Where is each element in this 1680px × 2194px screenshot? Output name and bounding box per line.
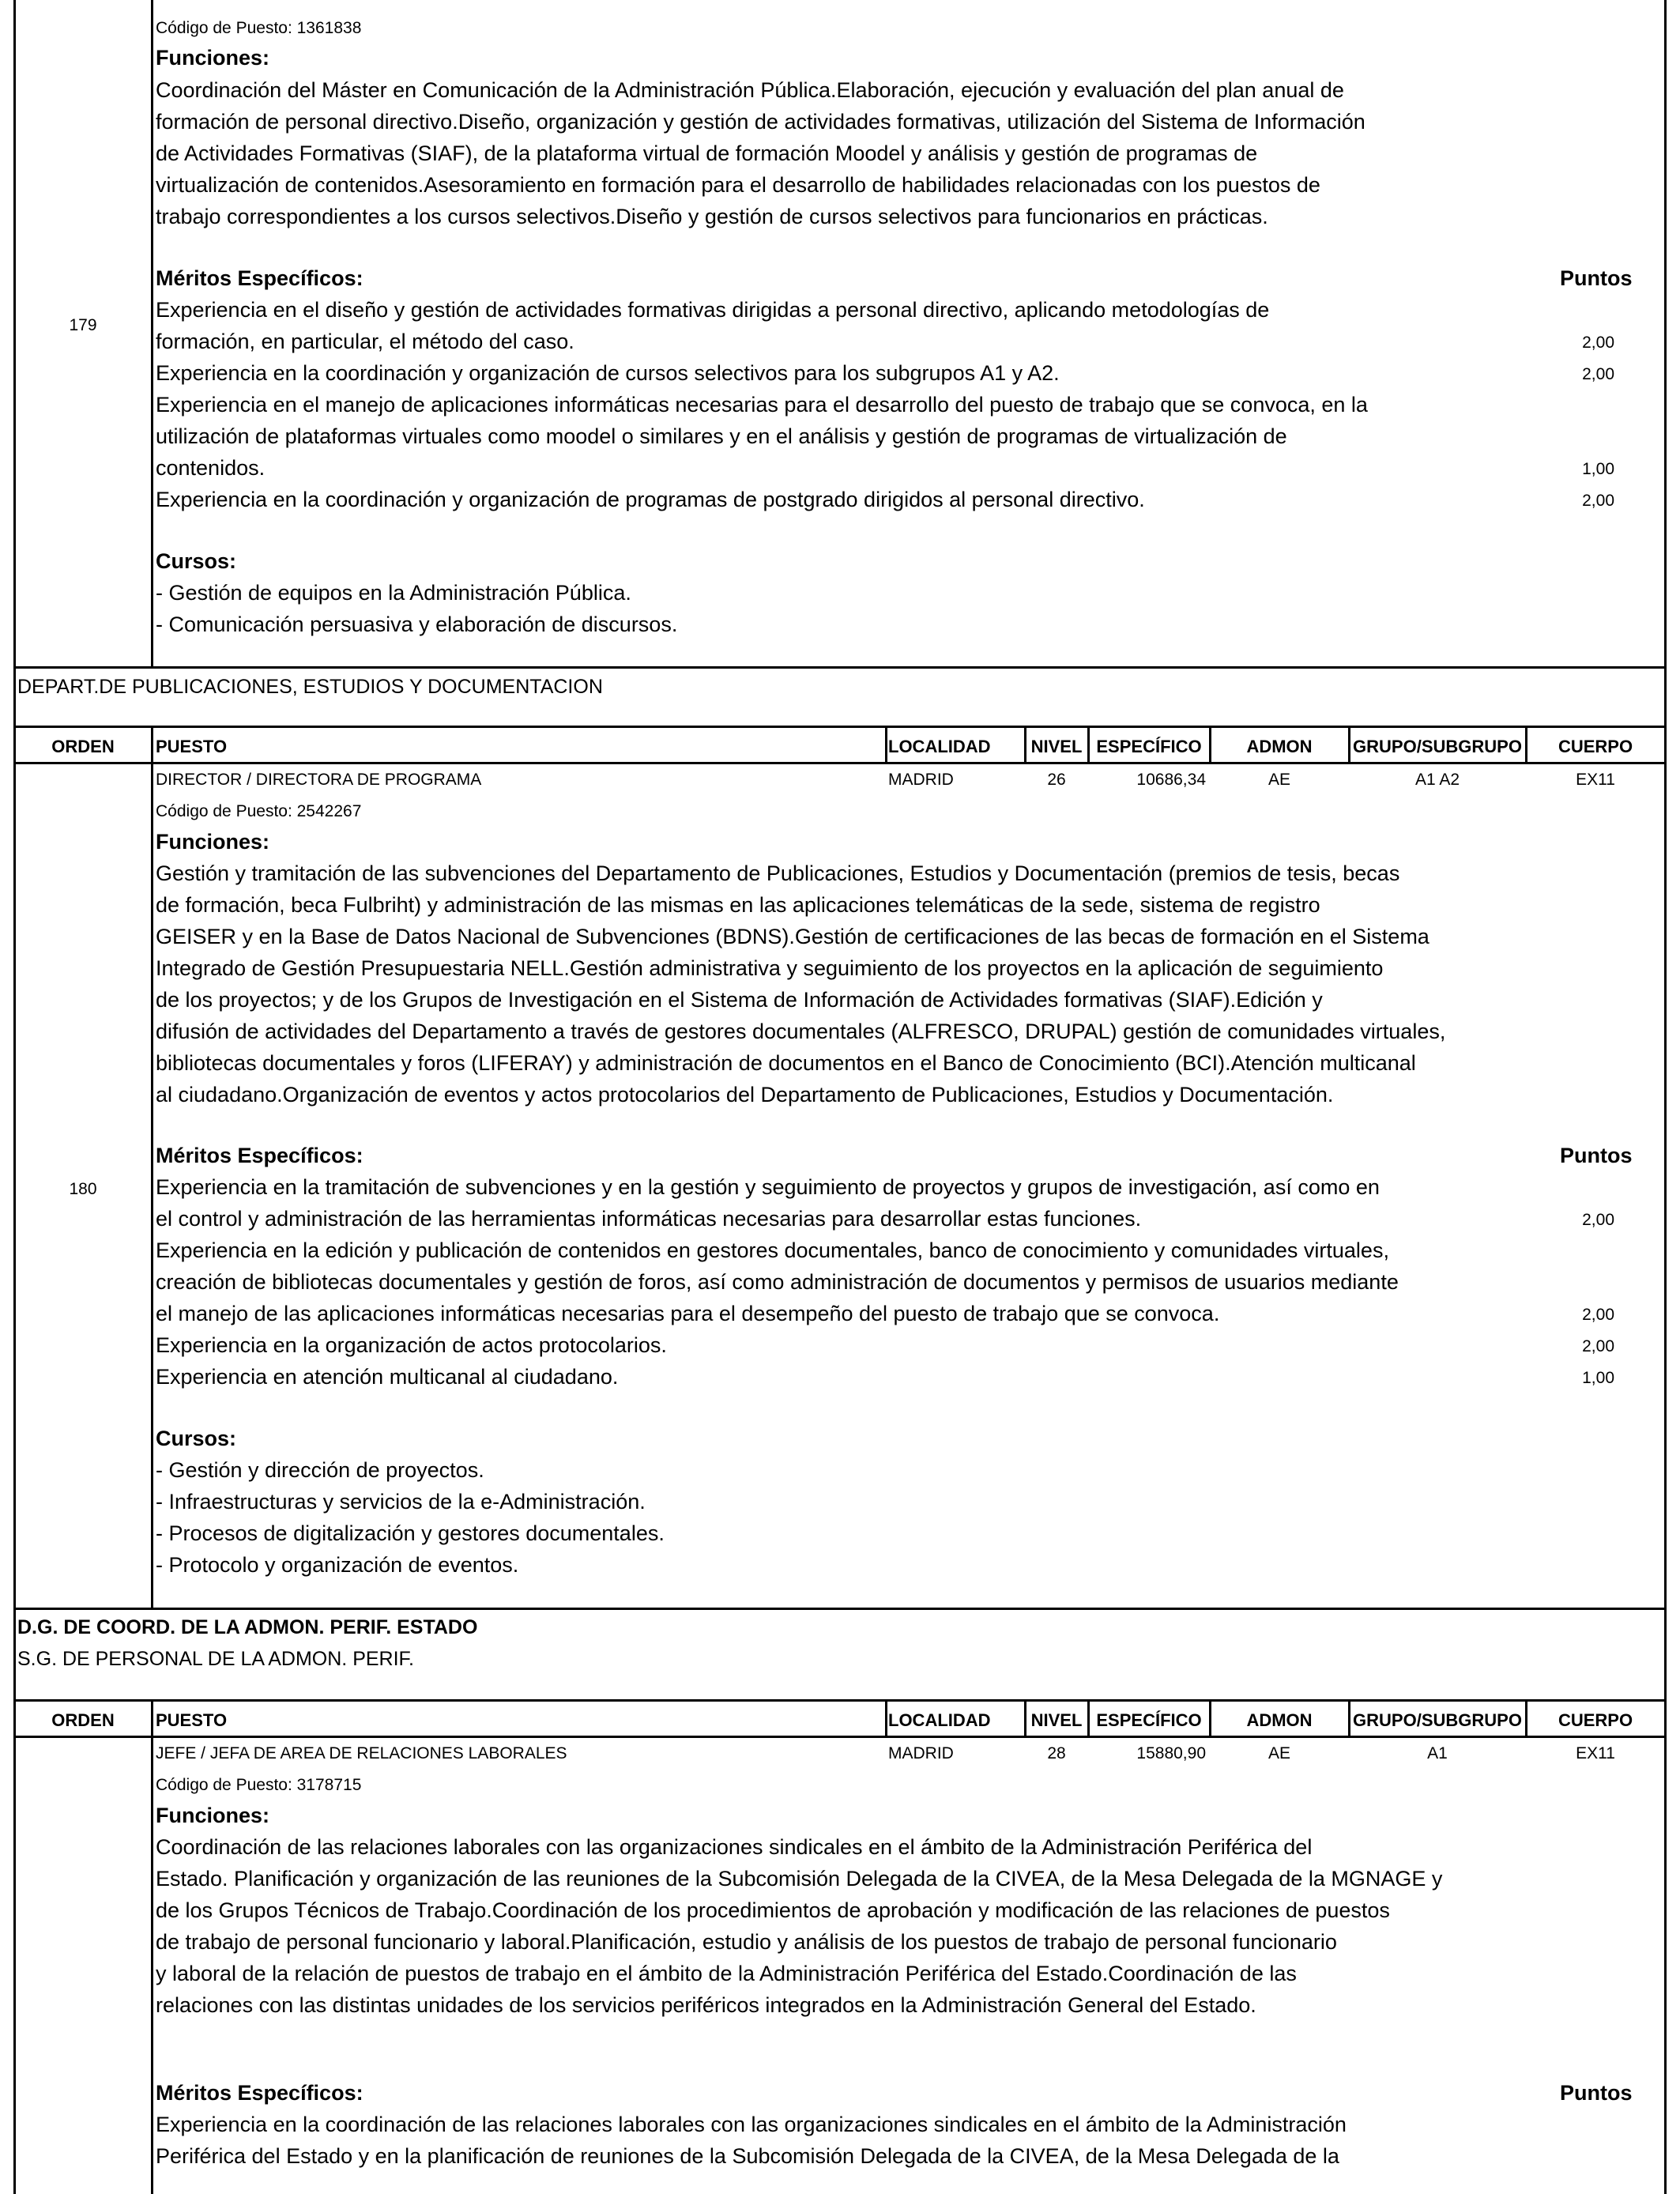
- merito-line: Experiencia en la coordinación de las relaciones laborales con las organizaciones sindicales en el ámbito de la Administración: [156, 2113, 1347, 2136]
- funciones-line: al ciudadano.Organización de eventos y actos protocolarios del Departamento de Publicaciones, Estudios y Documentación.: [156, 1083, 1334, 1106]
- puntos-label: Puntos: [1560, 266, 1633, 290]
- funciones-line: GEISER y en la Base de Datos Nacional de Subvenciones (BDNS).Gestión de certificaciones de las becas de formación en el Sistema: [156, 925, 1430, 948]
- funciones-line: y laboral de la relación de puestos de trabajo en el ámbito de la Administración Periférica del Estado.Coordinación de las: [156, 1962, 1297, 1985]
- meritos-label: Méritos Específicos:: [156, 266, 363, 290]
- funciones-line: de los Grupos Técnicos de Trabajo.Coordinación de los procedimientos de aprobación y modificación de las relaciones de puestos: [156, 1898, 1390, 1922]
- header-especifico: ESPECÍFICO: [1096, 737, 1202, 756]
- merito-points: 2,00: [1582, 1211, 1614, 1229]
- especifico-value: 10686,34: [1136, 771, 1206, 789]
- header-admon: ADMON: [1246, 737, 1313, 756]
- header-nivel: NIVEL: [1030, 1710, 1083, 1730]
- nivel-value: 28: [1047, 1744, 1066, 1762]
- funciones-label: Funciones:: [156, 830, 270, 854]
- header-top-line: [13, 1699, 1667, 1702]
- header-puesto: PUESTO: [156, 737, 228, 756]
- cuerpo-value: EX11: [1576, 771, 1615, 789]
- merito-line: contenidos.: [156, 456, 266, 480]
- merito-line: Experiencia en la coordinación y organización de programas de postgrado dirigidos al personal directivo.: [156, 488, 1145, 511]
- curso-item: - Procesos de digitalización y gestores documentales.: [156, 1521, 665, 1545]
- header-bottom-line: [13, 1736, 1667, 1738]
- merito-points: 2,00: [1582, 334, 1614, 352]
- header-admon: ADMON: [1246, 1710, 1313, 1730]
- orden-column-divider: [151, 1736, 153, 2194]
- header-cuerpo: CUERPO: [1558, 737, 1633, 756]
- merito-points: 2,00: [1582, 1337, 1614, 1355]
- funciones-line: trabajo correspondientes a los cursos selectivos.Diseño y gestión de cursos selectivos para funcionarios en prácticas.: [156, 205, 1268, 228]
- merito-line: Experiencia en el manejo de aplicaciones informáticas necesarias para el desarrollo del puesto de trabajo que se convoca, en la: [156, 393, 1368, 417]
- admon-value: AE: [1268, 1744, 1290, 1762]
- codigo-de-puesto: Código de Puesto: 3178715: [156, 1776, 362, 1794]
- meritos-label: Méritos Específicos:: [156, 1144, 363, 1167]
- merito-points: 1,00: [1582, 1369, 1614, 1387]
- header-localidad: LOCALIDAD: [888, 1710, 991, 1730]
- puntos-label: Puntos: [1560, 2081, 1633, 2105]
- header-localidad: LOCALIDAD: [888, 737, 991, 756]
- header-divider: [151, 726, 153, 763]
- funciones-line: de Actividades Formativas (SIAF), de la plataforma virtual de formación Moodel y análisis y gestión de programas de: [156, 141, 1258, 165]
- grupo-value: A1 A2: [1414, 771, 1460, 789]
- header-divider: [151, 1699, 153, 1737]
- merito-line: Experiencia en el diseño y gestión de actividades formativas dirigidas a personal directivo, aplicando metodologías de: [156, 298, 1270, 322]
- nivel-value: 26: [1047, 771, 1066, 789]
- section-subtitle: S.G. DE PERSONAL DE LA ADMON. PERIF.: [17, 1648, 414, 1670]
- merito-line: utilización de plataformas virtuales como moodel o similares y en el análisis y gestión de programas de virtualización de: [156, 424, 1287, 448]
- funciones-line: de trabajo de personal funcionario y laboral.Planificación, estudio y análisis de los puestos de trabajo de personal funcionario: [156, 1930, 1337, 1954]
- especifico-value: 15880,90: [1136, 1744, 1206, 1762]
- left-border: [13, 1608, 16, 2194]
- funciones-line: Integrado de Gestión Presupuestaria NELL.Gestión administrativa y seguimiento de los proyectos en la aplicación de seguimiento: [156, 956, 1384, 980]
- merito-points: 2,00: [1582, 492, 1614, 510]
- curso-item: - Comunicación persuasiva y elaboración de discursos.: [156, 613, 678, 636]
- header-nivel: NIVEL: [1030, 737, 1083, 756]
- merito-line: Experiencia en la coordinación y organización de cursos selectivos para los subgrupos A1 y A2.: [156, 361, 1060, 385]
- funciones-line: Coordinación del Máster en Comunicación de la Administración Pública.Elaboración, ejecución y evaluación del plan anual de: [156, 78, 1344, 102]
- merito-line: Experiencia en la tramitación de subvenciones y en la gestión y seguimiento de proyectos y grupos de investigación, así como en: [156, 1175, 1380, 1199]
- entry-179-bottom-line: [13, 666, 1667, 669]
- funciones-label: Funciones:: [156, 1804, 270, 1827]
- merito-line: Experiencia en la edición y publicación de contenidos en gestores documentales, banco de conocimiento y comunidades virtuales,: [156, 1238, 1389, 1262]
- orden-column-divider: [151, 762, 153, 1609]
- orden-number: 180: [69, 1180, 97, 1198]
- merito-line: el manejo de las aplicaciones informáticas necesarias para el desempeño del puesto de trabajo que se convoca.: [156, 1302, 1220, 1325]
- right-border: [1664, 1608, 1667, 2194]
- grupo-value: A1: [1427, 1744, 1448, 1762]
- header-top-line: [13, 726, 1667, 728]
- right-border: [1664, 0, 1667, 668]
- funciones-line: difusión de actividades del Departamento a través de gestores documentales (ALFRESCO, DRUPAL) gestión de comunidades virtuales,: [156, 1020, 1446, 1043]
- merito-line: creación de bibliotecas documentales y gestión de foros, así como administración de documentos y permisos de usuarios mediante: [156, 1270, 1399, 1294]
- header-especifico: ESPECÍFICO: [1096, 1710, 1202, 1730]
- funciones-line: virtualización de contenidos.Asesoramiento en formación para el desarrollo de habilidades relacionadas con los puestos de: [156, 173, 1320, 197]
- merito-points: 2,00: [1582, 1306, 1614, 1324]
- funciones-line: bibliotecas documentales y foros (LIFERAY) y administración de documentos en el Banco de Conocimiento (BCI).Atención multicanal: [156, 1051, 1416, 1075]
- cursos-label: Cursos:: [156, 549, 237, 573]
- funciones-line: de formación, beca Fulbriht) y administración de las mismas en las aplicaciones telemáticas de la sede, sistema de registro: [156, 893, 1320, 917]
- section-title: D.G. DE COORD. DE LA ADMON. PERIF. ESTADO: [17, 1616, 478, 1638]
- puesto-name: DIRECTOR / DIRECTORA DE PROGRAMA: [156, 771, 482, 789]
- curso-item: - Gestión y dirección de proyectos.: [156, 1458, 484, 1482]
- merito-line: Experiencia en la organización de actos protocolarios.: [156, 1333, 667, 1357]
- localidad-value: MADRID: [888, 1744, 954, 1762]
- curso-item: - Gestión de equipos en la Administración Pública.: [156, 581, 631, 605]
- header-divider: [885, 1699, 887, 1737]
- merito-line: Experiencia en atención multicanal al ciudadano.: [156, 1365, 619, 1389]
- left-border: [13, 666, 16, 1611]
- puntos-label: Puntos: [1560, 1144, 1633, 1167]
- merito-points: 1,00: [1582, 460, 1614, 478]
- header-bottom-line: [13, 762, 1667, 764]
- merito-line: Periférica del Estado y en la planificación de reuniones de la Subcomisión Delegada de la CIVEA, de la Mesa Delegada de la: [156, 2144, 1339, 2168]
- curso-item: - Infraestructuras y servicios de la e-Administración.: [156, 1490, 646, 1514]
- funciones-label: Funciones:: [156, 46, 270, 70]
- curso-item: - Protocolo y organización de eventos.: [156, 1553, 519, 1577]
- funciones-line: Coordinación de las relaciones laborales con las organizaciones sindicales en el ámbito de la Administración Periférica del: [156, 1835, 1313, 1859]
- codigo-de-puesto: Código de Puesto: 2542267: [156, 802, 362, 820]
- header-puesto: PUESTO: [156, 1710, 228, 1730]
- section-title: DEPART.DE PUBLICACIONES, ESTUDIOS Y DOCUMENTACION: [17, 676, 603, 698]
- orden-number: 179: [69, 316, 97, 334]
- header-grupo: GRUPO/SUBGRUPO: [1353, 1710, 1522, 1730]
- funciones-line: Gestión y tramitación de las subvenciones del Departamento de Publicaciones, Estudios y Documentación (premios de tesis, becas: [156, 861, 1400, 885]
- header-orden: ORDEN: [51, 737, 115, 756]
- merito-line: el control y administración de las herramientas informáticas necesarias para desarrollar estas funciones.: [156, 1207, 1142, 1231]
- orden-column-divider: [151, 0, 153, 668]
- codigo-de-puesto: Código de Puesto: 1361838: [156, 19, 362, 37]
- header-grupo: GRUPO/SUBGRUPO: [1353, 737, 1522, 756]
- right-border: [1664, 666, 1667, 1611]
- localidad-value: MADRID: [888, 771, 954, 789]
- cursos-label: Cursos:: [156, 1427, 237, 1450]
- cuerpo-value: EX11: [1576, 1744, 1615, 1762]
- merito-line: formación, en particular, el método del caso.: [156, 330, 574, 353]
- funciones-line: de los proyectos; y de los Grupos de Investigación en el Sistema de Información de Actividades formativas (SIAF).Edición y: [156, 988, 1323, 1012]
- merito-points: 2,00: [1582, 365, 1614, 383]
- header-cuerpo: CUERPO: [1558, 1710, 1633, 1730]
- funciones-line: Estado. Planificación y organización de las reuniones de la Subcomisión Delegada de la CIVEA, de la Mesa Delegada de la MGNAGE y: [156, 1867, 1443, 1891]
- header-divider: [885, 726, 887, 763]
- funciones-line: formación de personal directivo.Diseño, organización y gestión de actividades formativas, utilización del Sistema de Información: [156, 110, 1365, 134]
- funciones-line: relaciones con las distintas unidades de los servicios periféricos integrados en la Administración General del Estado.: [156, 1993, 1256, 2017]
- admon-value: AE: [1268, 771, 1290, 789]
- entry-180-bottom-line: [13, 1608, 1667, 1610]
- meritos-label: Méritos Específicos:: [156, 2081, 363, 2105]
- header-orden: ORDEN: [51, 1710, 115, 1730]
- puesto-name: JEFE / JEFA DE AREA DE RELACIONES LABORALES: [156, 1744, 567, 1762]
